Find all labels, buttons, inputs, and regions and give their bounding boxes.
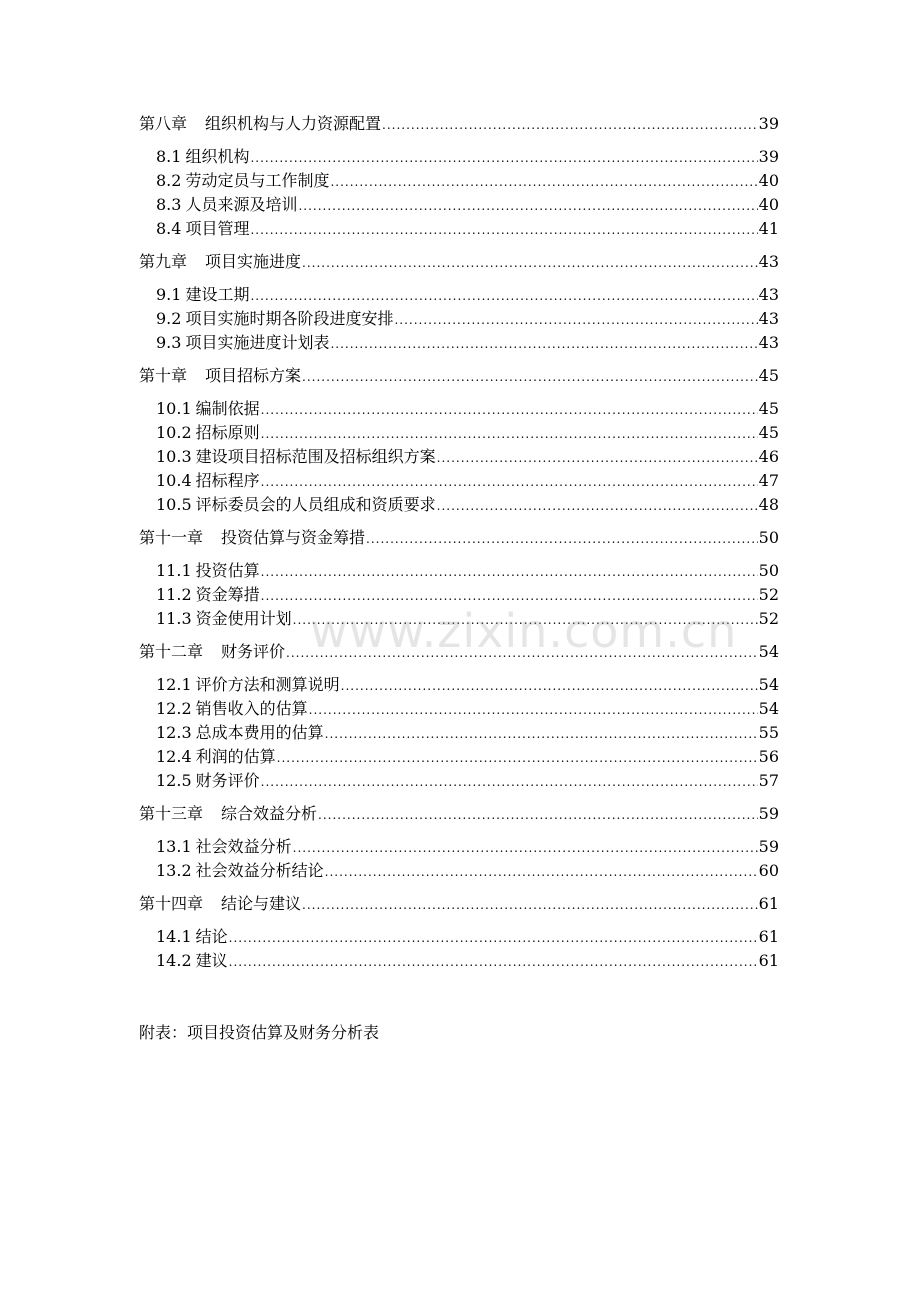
toc-section-row[interactable] <box>139 607 779 631</box>
toc-page-number: 45 <box>758 423 779 442</box>
toc-entry-title: 人员来源及培训 <box>185 195 298 214</box>
toc-page-number: 61 <box>758 951 779 970</box>
toc-chapter-row[interactable] <box>139 640 779 664</box>
toc-entry-number: 10.1 <box>156 399 192 418</box>
toc-section-row[interactable] <box>139 559 779 583</box>
toc-leader-dots <box>330 332 757 356</box>
toc-entry-number: 8.2 <box>156 171 182 190</box>
toc-entry-number: 12.5 <box>156 771 192 790</box>
toc-page-number: 43 <box>758 252 779 271</box>
toc-entry-number: 第八章 <box>139 114 188 133</box>
toc-page-number: 40 <box>758 171 779 190</box>
toc-section-row[interactable] <box>139 697 779 721</box>
toc-page-number: 59 <box>758 804 779 823</box>
toc-entry-title: 结论 <box>195 927 228 946</box>
toc-entry-number: 13.2 <box>156 861 192 880</box>
toc-page-number: 43 <box>758 333 779 352</box>
toc-entry-title: 财务评价 <box>195 771 260 790</box>
toc-entry-number: 第九章 <box>139 252 188 271</box>
toc-leader-dots <box>293 608 758 632</box>
toc-leader-dots <box>298 194 757 218</box>
toc-page-number: 61 <box>758 894 779 913</box>
toc-entry-title: 社会效益分析结论 <box>195 861 324 880</box>
toc-leader-dots <box>261 422 758 446</box>
toc-page-number: 43 <box>758 309 779 328</box>
toc-leader-dots <box>302 365 758 389</box>
toc-section-row[interactable] <box>139 307 779 331</box>
toc-entry-number: 12.4 <box>156 747 192 766</box>
toc-page-number: 47 <box>758 471 779 490</box>
toc-leader-dots <box>229 950 758 974</box>
toc-page-number: 61 <box>758 927 779 946</box>
toc-entry-number: 12.1 <box>156 675 192 694</box>
toc-section-row[interactable] <box>139 169 779 193</box>
toc-leader-dots <box>437 494 758 518</box>
toc-entry-title: 项目实施进度计划表 <box>185 333 330 352</box>
toc-entry-title: 编制依据 <box>195 399 260 418</box>
toc-entry-title: 评标委员会的人员组成和资质要求 <box>195 495 436 514</box>
toc-leader-dots <box>382 113 758 137</box>
toc-entry-number: 10.2 <box>156 423 192 442</box>
toc-entry-number: 第十章 <box>139 366 188 385</box>
toc-entry-number: 11.1 <box>156 561 192 580</box>
toc-page-number: 60 <box>758 861 779 880</box>
toc-entry-number: 第十二章 <box>139 642 204 661</box>
toc-entry-title: 社会效益分析 <box>195 837 292 856</box>
toc-leader-dots <box>261 770 758 794</box>
toc-section-row[interactable] <box>139 283 779 307</box>
toc-entry-title: 销售收入的估算 <box>195 699 308 718</box>
toc-leader-dots <box>330 170 757 194</box>
toc-section-row[interactable] <box>139 835 779 859</box>
toc-page-number: 59 <box>758 837 779 856</box>
appendix-note: 附表：项目投资估算及财务分析表 <box>139 1023 380 1042</box>
toc-entry-number: 14.2 <box>156 951 192 970</box>
toc-section-row[interactable] <box>139 745 779 769</box>
toc-section-row[interactable] <box>139 331 779 355</box>
toc-section-row[interactable] <box>139 397 779 421</box>
toc-section-row[interactable] <box>139 769 779 793</box>
toc-page-number: 54 <box>758 642 779 661</box>
toc-page-number: 50 <box>758 561 779 580</box>
toc-page-number: 54 <box>758 675 779 694</box>
toc-entry-title: 劳动定员与工作制度 <box>185 171 330 190</box>
toc-chapter-row[interactable] <box>139 112 779 136</box>
toc-entry-number: 13.1 <box>156 837 192 856</box>
toc-entry-title: 项目招标方案 <box>205 366 302 385</box>
toc-entry-number: 10.4 <box>156 471 192 490</box>
toc-page-number: 50 <box>758 528 779 547</box>
toc-entry-title: 项目管理 <box>185 219 250 238</box>
toc-chapter-row[interactable] <box>139 526 779 550</box>
toc-section-row[interactable] <box>139 925 779 949</box>
toc-page-number: 41 <box>758 219 779 238</box>
toc-leader-dots <box>250 218 757 242</box>
toc-leader-dots <box>293 836 758 860</box>
toc-entry-number: 第十一章 <box>139 528 204 547</box>
toc-leader-dots <box>286 641 758 665</box>
toc-entry-title: 招标程序 <box>195 471 260 490</box>
toc-entry-title: 投资估算与资金筹措 <box>221 528 366 547</box>
toc-section-row[interactable] <box>139 421 779 445</box>
toc-section-row[interactable] <box>139 949 779 973</box>
watermark: www.zixin.com.cn <box>310 604 738 658</box>
toc-entry-title: 总成本费用的估算 <box>195 723 324 742</box>
toc-entry-number: 12.2 <box>156 699 192 718</box>
toc-entry-title: 建议 <box>195 951 228 970</box>
toc-page-number: 43 <box>758 285 779 304</box>
toc-entry-number: 11.2 <box>156 585 192 604</box>
toc-chapter-row[interactable] <box>139 250 779 274</box>
toc-entry-number: 9.3 <box>156 333 182 352</box>
toc-leader-dots <box>250 284 757 308</box>
toc-section-row[interactable] <box>139 469 779 493</box>
toc-section-row[interactable] <box>139 217 779 241</box>
toc-leader-dots <box>261 560 758 584</box>
toc-leader-dots <box>250 146 757 170</box>
toc-leader-dots <box>302 251 758 275</box>
toc-entry-number: 9.1 <box>156 285 182 304</box>
toc-leader-dots <box>302 893 758 917</box>
toc-entry-title: 综合效益分析 <box>221 804 318 823</box>
toc-section-row[interactable] <box>139 721 779 745</box>
toc-page-number: 40 <box>758 195 779 214</box>
toc-leader-dots <box>394 308 757 332</box>
toc-leader-dots <box>277 746 758 770</box>
toc-leader-dots <box>229 926 758 950</box>
toc-section-row[interactable] <box>139 493 779 517</box>
toc-entry-title: 项目实施时期各阶段进度安排 <box>185 309 394 328</box>
toc-leader-dots <box>261 470 758 494</box>
toc-chapter-row[interactable] <box>139 802 779 826</box>
toc-entry-title: 项目实施进度 <box>205 252 302 271</box>
toc-leader-dots <box>325 860 758 884</box>
toc-chapter-row[interactable] <box>139 364 779 388</box>
toc-entry-number: 第十三章 <box>139 804 204 823</box>
toc-page-number: 57 <box>758 771 779 790</box>
toc-chapter-row[interactable] <box>139 892 779 916</box>
toc-page-number: 54 <box>758 699 779 718</box>
table-of-contents <box>139 112 779 973</box>
toc-section-row[interactable] <box>139 859 779 883</box>
toc-leader-dots <box>366 527 758 551</box>
toc-section-row[interactable] <box>139 193 779 217</box>
toc-leader-dots <box>261 398 758 422</box>
toc-entry-number: 10.5 <box>156 495 192 514</box>
toc-entry-number: 8.4 <box>156 219 182 238</box>
toc-entry-number: 第十四章 <box>139 894 204 913</box>
toc-page-number: 56 <box>758 747 779 766</box>
toc-entry-number: 8.3 <box>156 195 182 214</box>
toc-entry-number: 10.3 <box>156 447 192 466</box>
toc-page-number: 52 <box>758 585 779 604</box>
toc-entry-title: 财务评价 <box>221 642 286 661</box>
toc-page-number: 46 <box>758 447 779 466</box>
toc-page-number: 45 <box>758 366 779 385</box>
toc-entry-title: 资金使用计划 <box>195 609 292 628</box>
toc-entry-number: 11.3 <box>156 609 192 628</box>
toc-section-row[interactable] <box>139 145 779 169</box>
toc-entry-title: 建设工期 <box>185 285 250 304</box>
toc-entry-title: 利润的估算 <box>195 747 276 766</box>
toc-entry-title: 结论与建议 <box>221 894 302 913</box>
toc-leader-dots <box>309 698 758 722</box>
toc-entry-number: 8.1 <box>156 147 182 166</box>
toc-entry-number: 9.2 <box>156 309 182 328</box>
toc-entry-title: 建设项目招标范围及招标组织方案 <box>195 447 436 466</box>
toc-entry-title: 投资估算 <box>195 561 260 580</box>
toc-section-row[interactable] <box>139 583 779 607</box>
toc-leader-dots <box>437 446 758 470</box>
toc-page-number: 48 <box>758 495 779 514</box>
toc-section-row[interactable] <box>139 445 779 469</box>
toc-entry-title: 组织机构 <box>185 147 250 166</box>
toc-entry-title: 评价方法和测算说明 <box>195 675 340 694</box>
toc-leader-dots <box>261 584 758 608</box>
toc-entry-number: 14.1 <box>156 927 192 946</box>
toc-page-number: 55 <box>758 723 779 742</box>
toc-page-number: 39 <box>758 114 779 133</box>
toc-section-row[interactable] <box>139 673 779 697</box>
toc-page-number: 45 <box>758 399 779 418</box>
toc-page-number: 39 <box>758 147 779 166</box>
toc-entry-title: 招标原则 <box>195 423 260 442</box>
toc-page-number: 52 <box>758 609 779 628</box>
toc-leader-dots <box>318 803 758 827</box>
toc-entry-number: 12.3 <box>156 723 192 742</box>
toc-entry-title: 组织机构与人力资源配置 <box>205 114 382 133</box>
toc-entry-title: 资金筹措 <box>195 585 260 604</box>
toc-leader-dots <box>341 674 758 698</box>
toc-leader-dots <box>325 722 758 746</box>
